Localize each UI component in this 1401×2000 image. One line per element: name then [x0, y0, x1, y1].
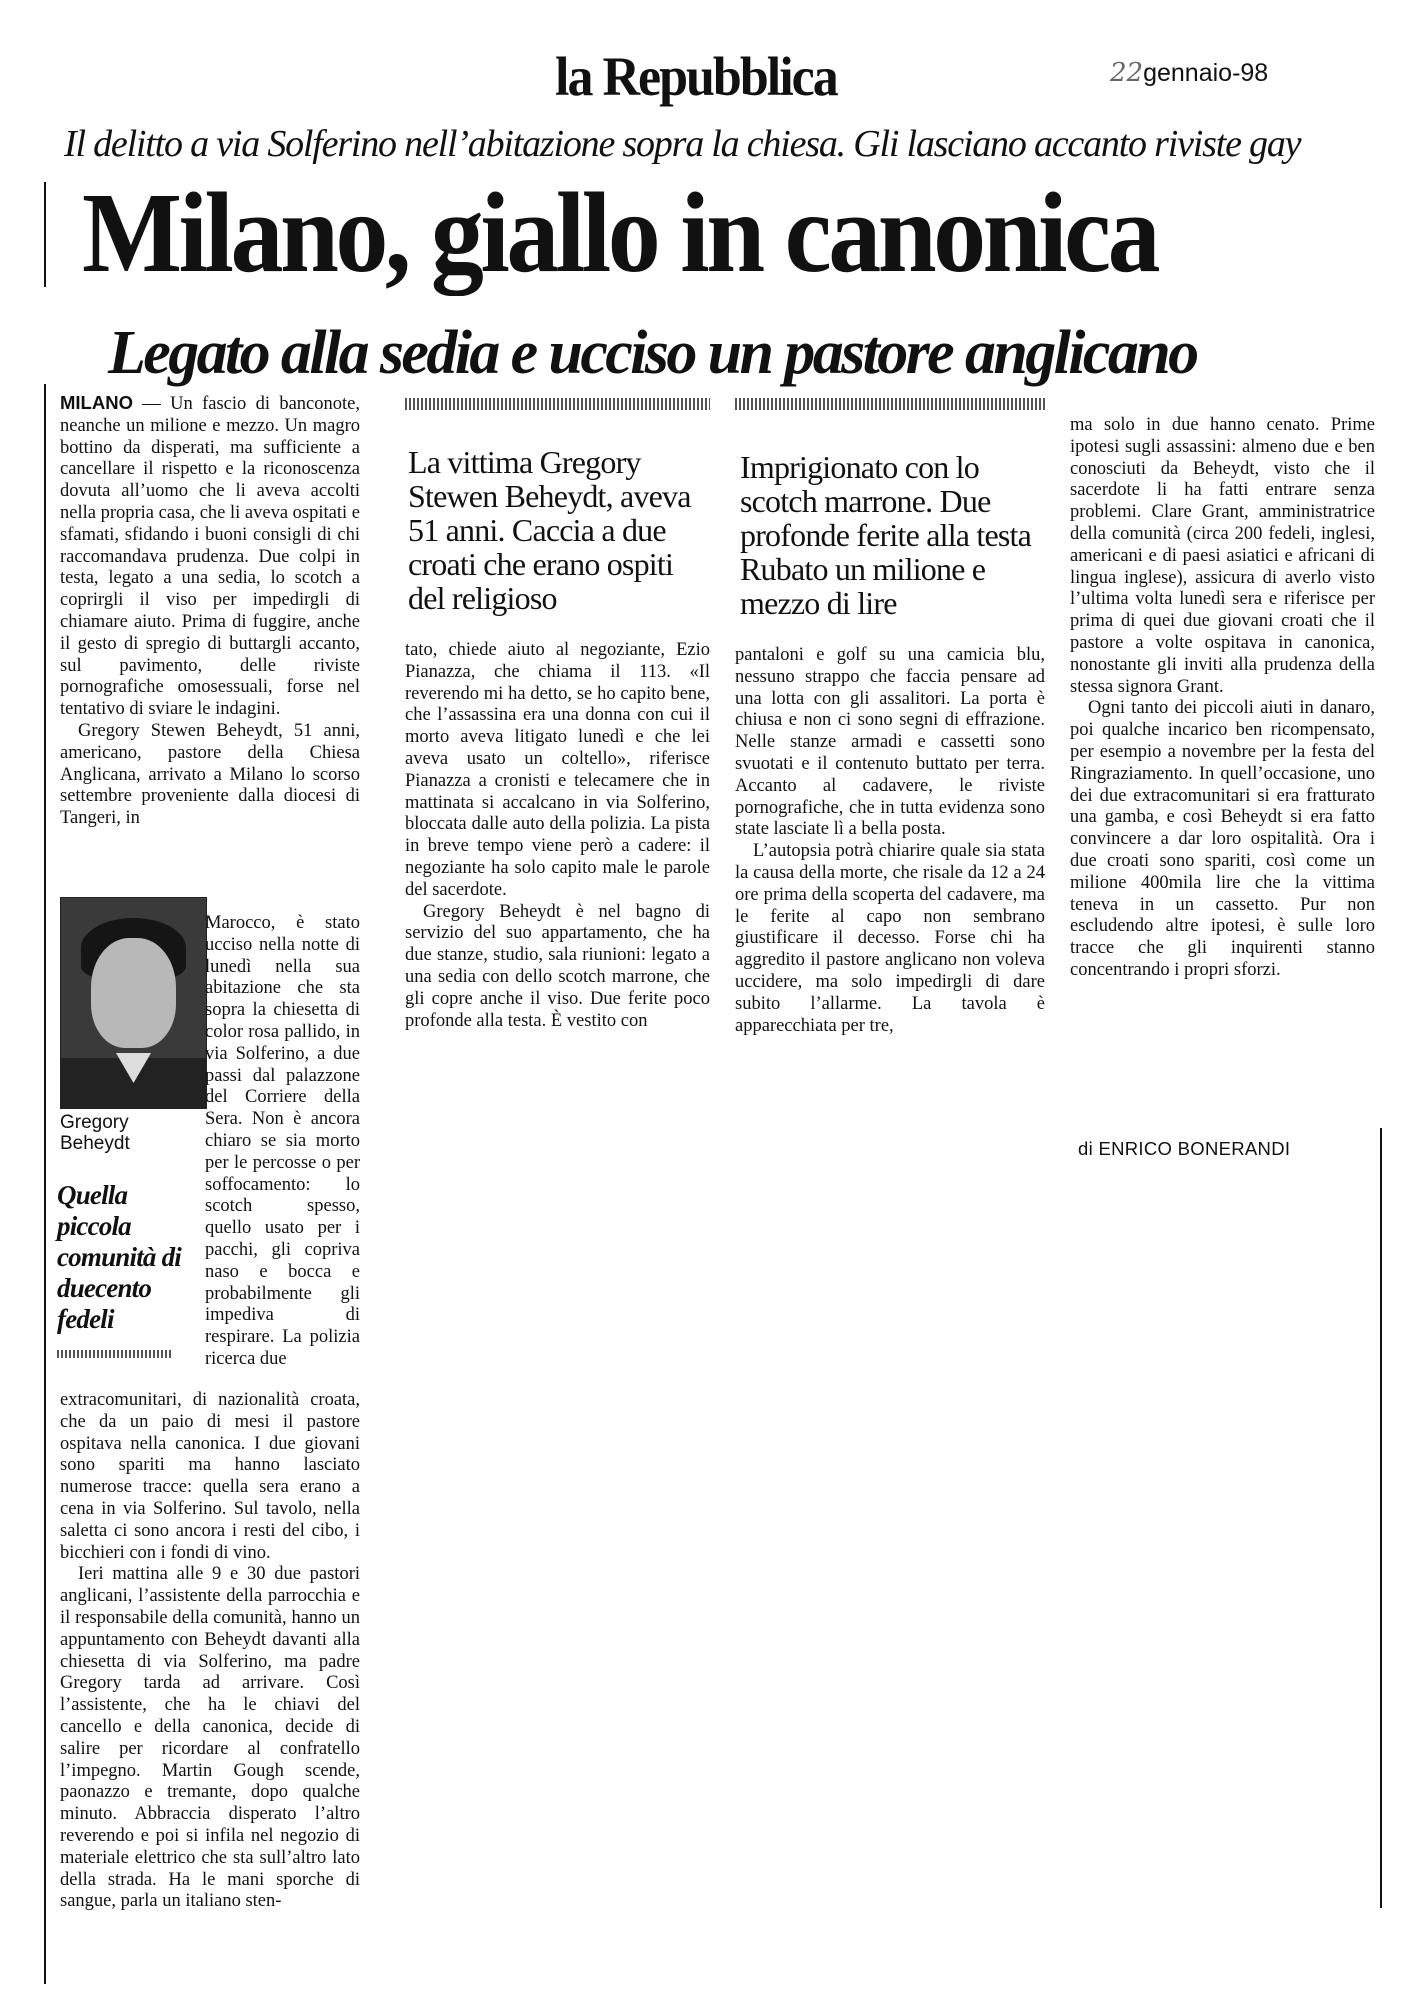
- masthead: la Repubblica: [555, 47, 837, 108]
- deck-col2: La vittima Gregory Stewen Beheydt, aveva 51 anni. Caccia a due croati che erano ospiti del religioso: [408, 444, 691, 616]
- opening-paragraph: MILANO — Un fascio di banconote, neanche un milione e mezzo. Un magro bottino da disperati, ma sufficiente a cancellare il rispetto e la riconoscenza dovuta all’uomo che li aveva accolti nella propria casa, che li aveva ospitati e sfamati, sfidando i buoni consigli di chi raccomandava prudenza. Due colpi in testa, legato a una sedia, lo scotch a coprirgli il viso per impedirgli di chiamare aiuto. Prima di fuggire, anche il gesto di spregio di buttargli accanto, sul pavimento, delle riviste pornografiche omosessuali, forse nel tentativo di sviare le indagini.: [60, 392, 360, 720]
- deck-col3: Imprigionato con lo scotch marrone. Due profonde ferite alla testa Rubato un milione e mezzo di lire: [740, 449, 1032, 621]
- paragraph: Ogni tanto dei piccoli aiuti in danaro, poi qualche incarico ben ricompensato, per esempio a novembre per la festa del Ringraziamento. In quell’occasione, uno dei due extracomunitari si era fratturato una gamba, e così Beheydt si era fatto convincere a dar loro ospitalità. Ora i due croati sono spariti, così come un milione 400mila lire che la vittima teneva in un cassetto. Pur non escludendo altre ipotesi, è sulle loro tracce che gli inquirenti stanno concentrando i propri sforzi.: [1070, 698, 1375, 980]
- paragraph: Gregory Beheydt è nel bagno di servizio del suo appartamento, che ha due stanze, studio, sala riunioni: legato a una sedia con dello scotch marrone, che gli copre anche il viso. Due ferite poco profonde alla testa. È vestito con: [405, 901, 710, 1031]
- pull-quote: Quella piccola comunità di duecento fedeli: [57, 1180, 181, 1334]
- photo-caption: Gregory Beheydt: [60, 1112, 130, 1154]
- paragraph: Ieri mattina alle 9 e 30 due pastori anglicani, l’assistente della parrocchia e il responsabile della comunità, hanno un appuntamento con Beheydt davanti alla chiesetta di via Solferino, ma padre Gregory tarda ad arrivare. Così l’assistente, che ha le chiavi del cancello e della canonica, decide di salire per ricordare al confratello l’impegno. Martin Gough scende, paonazzo e tremante, dopo qualche minuto. Abbraccia disperato l’altro reverendo e poi si infila nel negozio di materiale elettrico che sta sull’altro lato della strada. Ha le mani sporche di sangue, parla un italiano sten-: [60, 1564, 360, 1912]
- headline: Milano, giallo in canonica: [82, 169, 1158, 296]
- column-1-beside-photo: Marocco, è stato ucciso nella notte di lunedì nella sua abitazione che sta sopra la chiesetta di color rosa pallido, in via Solferino, a due passi dal palazzone del Corriere della Sera. Non è ancora chiaro se sia morto per le percosse o per soffocamento: lo scotch spesso, quello usato per i pacchi, gli copriva naso e bocca e probabilmente gli impediva di respirare. La polizia ricerca due: [205, 913, 360, 1369]
- deck-rule-col2: [405, 398, 710, 410]
- publication-date: [1110, 58, 1268, 88]
- column-3: pantaloni e golf su una camicia blu, nessuno strappo che faccia pensare ad una lotta con gli assalitori. La porta è chiusa e non ci sono segni di effrazione. Nelle stanze armadi e cassetti sono svuotati e il contenuto buttato per terra. Accanto al cadavere, le riviste pornografiche, che in tutta evidenza sono state lasciate lì a bella posta. L’autopsia potrà chiarire quale sia stata la causa della morte, che risale da 12 a 24 ore prima della scoperta del cadavere, ma le ferite al capo non sembrano giustificare il decesso. Forse chi ha aggredito il pastore anglicano non voleva uccidere, ma solo impedirgli di dare subito l’allarme. La tavola è apparecchiata per tre,: [735, 645, 1045, 1036]
- right-column-rule: [1380, 1128, 1382, 1908]
- kicker: Il delitto a via Solferino nell’abitazione sopra la chiesa. Gli lasciano accanto riviste gay: [64, 123, 1301, 165]
- subhead: Legato alla sedia e ucciso un pastore anglicano: [108, 319, 1197, 387]
- column-4: ma solo in due hanno cenato. Prime ipotesi sugli assassini: almeno due e ben conosciuti da Beheydt, visto che il sacerdote li ha fatti entrare senza problemi. Clare Grant, amministratrice della comunità (circa 200 fedeli, inglesi, americani e di paesi asiatici e africani di lingua inglese), assicura di averlo visto l’ultima volta lunedì sera e riferisce per prima di quei due giovani croati che il pastore a volte ospitava in canonica, nonostante gli inviti alla prudenza della stessa signora Grant. Ogni tanto dei piccoli aiuti in danaro, poi qualche incarico ben ricompensato, per esempio a novembre per la festa del Ringraziamento. In quell’occasione, uno dei due extracomunitari si era fratturato una gamba, e così Beheydt si era fatto convincere a dar loro ospitalità. Ora i due croati sono spariti, così come un milione 400mila lire che la vittima teneva in un cassetto. Pur non escludendo altre ipotesi, è sulle loro tracce che gli inquirenti stanno concentrando i propri sforzi.: [1070, 415, 1375, 980]
- deck-rule-col3: [735, 398, 1045, 410]
- column-1-top: [60, 392, 360, 830]
- byline: di ENRICO BONERANDI: [1078, 1138, 1291, 1159]
- left-column-rule: [44, 384, 46, 1984]
- photo-face: [91, 938, 176, 1048]
- dateline: MILANO: [60, 392, 133, 413]
- headline-rule: [44, 182, 46, 287]
- pullquote-rule: [57, 1350, 172, 1358]
- paragraph: L’autopsia potrà chiarire quale sia stata la causa della morte, che risale da 12 a 24 ore prima della scoperta del cadavere, ma le ferite al capo non sembrano giustificare il decesso. Forse chi ha aggredito il pastore anglicano non voleva uccidere, ma solo impedirgli di dare subito l’allarme. La tavola è apparecchiata per tre,: [735, 841, 1045, 1036]
- column-2: tato, chiede aiuto al negoziante, Ezio Pianazza, che chiama il 113. «Il reverendo mi ha detto, se ho capito bene, che l’assassina era una donna con cui il morto aveva litigato lunedì e che lei aveva usato un coltello», riferisce Pianazza a cronisti e telecamere che in mattinata si accalcano in via Solferino, bloccata dalle auto della polizia. La pista in breve tempo viene però a cadere: il negoziante ha solo capito male le parole del sacerdote. Gregory Beheydt è nel bagno di servizio del suo appartamento, che ha due stanze, studio, sala riunioni: legato a una sedia con dello scotch marrone, che gli copre anche il viso. Due ferite poco profonde alla testa. È vestito con: [405, 640, 710, 1031]
- paragraph: Gregory Stewen Beheydt, 51 anni, americano, pastore della Chiesa Anglicana, arrivato a Milano lo scorso settembre proveniente dalla diocesi di Tangeri, in: [60, 720, 360, 829]
- date-rest: gennaio-98: [1143, 59, 1269, 87]
- column-1-bottom: extracomunitari, di nazionalità croata, che da un paio di mesi il pastore ospitava nella canonica. I due giovani sono spariti ma hanno lasciato numerose tracce: quella sera erano a cena in via Solferino. Sul tavolo, nella saletta ci sono ancora i resti del cibo, i bicchieri con i fondi di vino. Ieri mattina alle 9 e 30 due pastori anglicani, l’assistente della parrocchia e il responsabile della comunità, hanno un appuntamento con Beheydt davanti alla chiesetta di via Solferino, ma padre Gregory tarda ad arrivare. Così l’assistente, che ha le chiavi del cancello e della canonica, decide di salire per ricordare al confratello l’impegno. Martin Gough scende, paonazzo e tremante, dopo qualche minuto. Abbraccia disperato l’altro reverendo e poi si infila nel negozio di materiale elettrico che sta sull’altro lato della strada. Ha le mani sporche di sangue, parla un italiano sten-: [60, 1390, 360, 1912]
- portrait-photo: [60, 897, 207, 1109]
- handwritten-day: 22: [1110, 58, 1144, 88]
